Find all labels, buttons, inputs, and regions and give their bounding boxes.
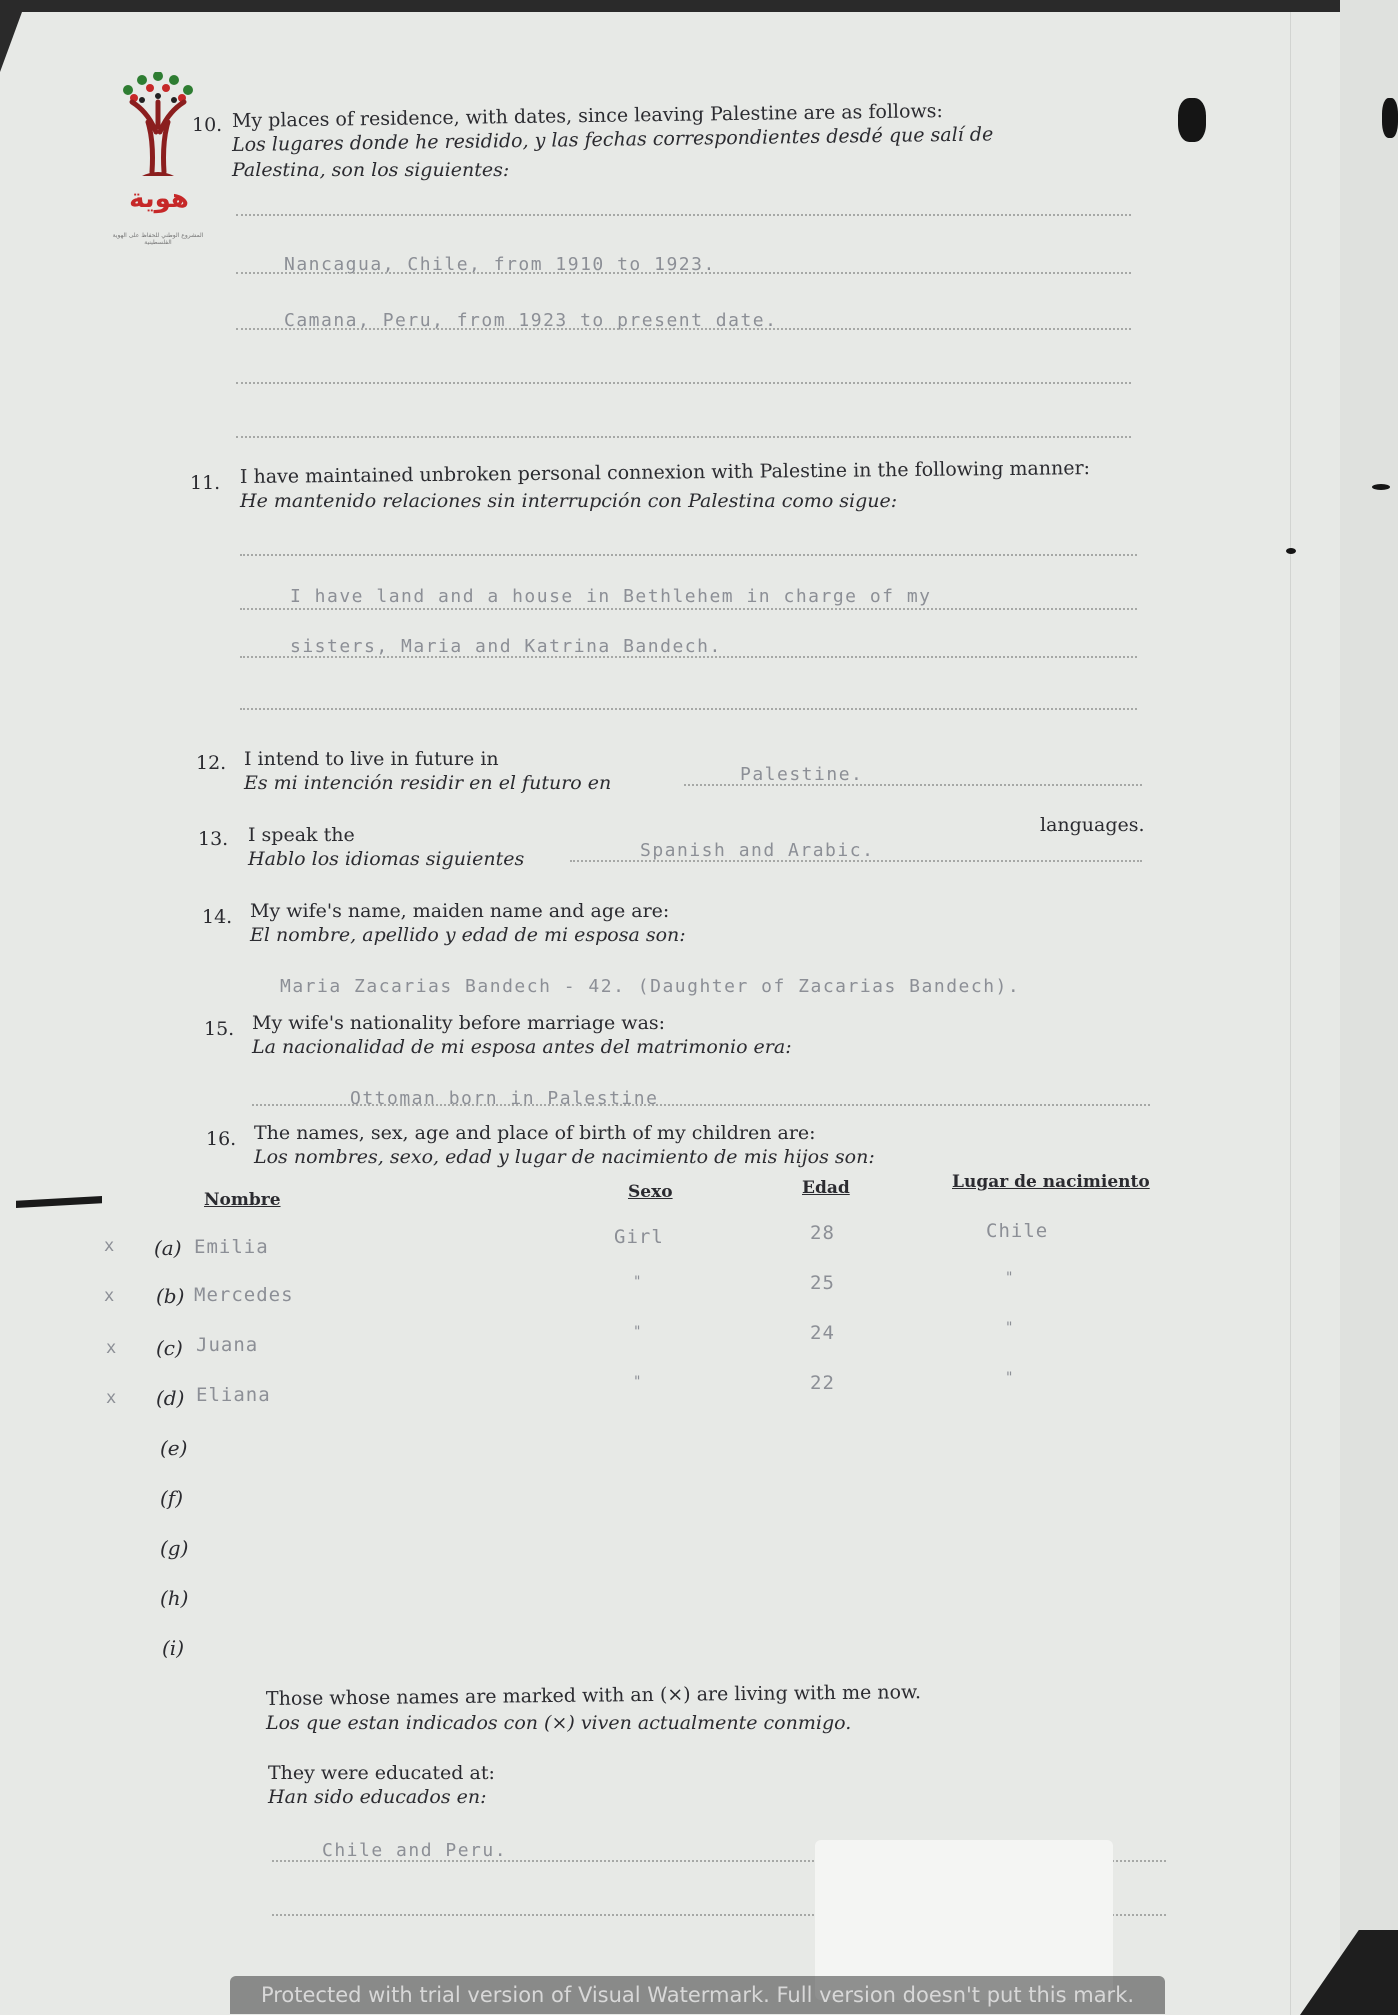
q15-number: 15. [204,1018,235,1040]
education-spanish: Han sido educados en: [268,1786,487,1808]
child-name: Emilia [194,1236,269,1258]
q10-number: 10. [192,114,223,136]
child-name: Juana [196,1334,259,1356]
page-fold [1290,12,1291,2015]
tree-icon [118,72,198,192]
q13-number: 13. [198,828,229,850]
q12-answer: Palestine. [740,764,864,785]
q15-answer: Ottoman born in Palestine [350,1088,659,1109]
child-place: " [1006,1370,1013,1386]
child-age: 25 [810,1272,835,1294]
q11-spanish: He mantenido relaciones sin interrupción con Palestina como sigue: [240,490,898,512]
logo-arabic-text: هوية [129,184,189,214]
child-name: Mercedes [194,1284,294,1306]
child-label: (c) [156,1336,183,1360]
q10-answer-line [236,328,1131,330]
header-sex: Sexo [628,1182,673,1202]
q10-answer-1: Nancagua, Chile, from 1910 to 1923. [284,254,716,275]
q10-blank-line [236,382,1131,384]
punch-hole-mark [1178,98,1206,142]
empty-row-label: (f) [160,1486,184,1510]
empty-row-label: (g) [160,1536,189,1560]
q10-spanish-line2: Palestina, son los siguientes: [232,159,510,181]
child-sex: " [634,1274,641,1290]
child-label: (d) [156,1386,185,1410]
q16-spanish: Los nombres, sexo, edad y lugar de nacimiento de mis hijos son: [254,1146,875,1168]
header-birthplace: Lugar de nacimiento [952,1172,1150,1192]
logo-caption: المشروع الوطني للحفاظ على الهوية الفلسطينية [112,232,204,246]
q10-blank-line [236,214,1131,216]
header-name: Nombre [204,1190,281,1210]
living-mark: x [104,1286,115,1306]
q13-answer-line [570,860,1142,862]
child-place: " [1006,1320,1013,1336]
child-age: 22 [810,1372,835,1394]
q10-english: My places of residence, with dates, since leaving Palestine are as follows: [231,100,944,132]
education-answer: Chile and Peru. [322,1840,508,1861]
child-place: " [1006,1270,1013,1286]
q11-answer-line [240,608,1137,610]
q11-blank-line [240,708,1137,710]
child-age: 28 [810,1222,835,1244]
q13-english: I speak the [248,824,355,846]
q10-answer-2: Camana, Peru, from 1923 to present date. [284,310,778,331]
education-english: They were educated at: [268,1762,495,1784]
q11-blank-line [240,554,1137,556]
q14-number: 14. [202,906,233,928]
q15-spanish: La nacionalidad de mi esposa antes del matrimonio era: [252,1036,792,1058]
q11-answer-line [240,656,1137,658]
child-sex: Girl [614,1226,664,1248]
adjacent-page-edge [1340,0,1398,2015]
empty-row-label: (e) [160,1436,188,1460]
q12-answer-line [684,784,1142,786]
note-spanish: Los que estan indicados con (×) viven actualmente conmigo. [266,1712,852,1734]
living-mark: x [106,1338,117,1358]
child-name: Eliana [196,1384,271,1406]
q10-blank-line [236,436,1131,438]
note-english: Those whose names are marked with an (×) are living with me now. [265,1681,922,1710]
q12-english: I intend to live in future in [244,748,499,770]
child-label: (b) [156,1284,185,1308]
q11-english: I have maintained unbroken personal connexion with Palestine in the following manner: [239,457,1091,488]
q15-english: My wife's nationality before marriage was: [252,1012,666,1034]
q14-english: My wife's name, maiden name and age are: [250,900,670,922]
q15-answer-line [252,1104,1150,1106]
ink-speck [1286,548,1296,554]
watermark-banner: Protected with trial version of Visual Watermark. Full version doesn't put this mark. [230,1976,1165,2014]
q12-spanish: Es mi intención residir en el futuro en [244,772,612,794]
q13-suffix: languages. [1040,814,1145,836]
q16-number: 16. [206,1128,237,1150]
q11-answer-2: sisters, Maria and Katrina Bandech. [290,636,722,657]
q14-answer: Maria Zacarias Bandech - 42. (Daughter of Zacarias Bandech). [280,976,1021,997]
header-age: Edad [802,1178,850,1198]
q16-english: The names, sex, age and place of birth of my children are: [254,1122,816,1144]
child-label: (a) [154,1236,182,1260]
q10-answer-line [236,272,1131,274]
child-age: 24 [810,1322,835,1344]
ink-speck [1372,484,1390,490]
q11-number: 11. [190,472,221,494]
q10-spanish-line1: Los lugares donde he residido, y las fechas correspondientes desdé que salí de [231,123,994,156]
living-mark: x [106,1388,117,1408]
child-sex: " [634,1324,641,1340]
q12-number: 12. [196,752,227,774]
punch-hole-mark [1382,98,1398,138]
child-place: Chile [986,1220,1049,1242]
empty-row-label: (i) [162,1636,185,1660]
empty-row-label: (h) [160,1586,189,1610]
q11-answer-1: I have land and a house in Bethlehem in charge of my [290,586,932,607]
child-sex: " [634,1374,641,1390]
q13-answer: Spanish and Arabic. [640,840,875,861]
q14-spanish: El nombre, apellido y edad de mi esposa son: [250,924,686,946]
hawiya-logo [112,72,204,252]
living-mark: x [104,1236,115,1256]
q13-spanish: Hablo los idiomas siguientes [248,848,525,870]
